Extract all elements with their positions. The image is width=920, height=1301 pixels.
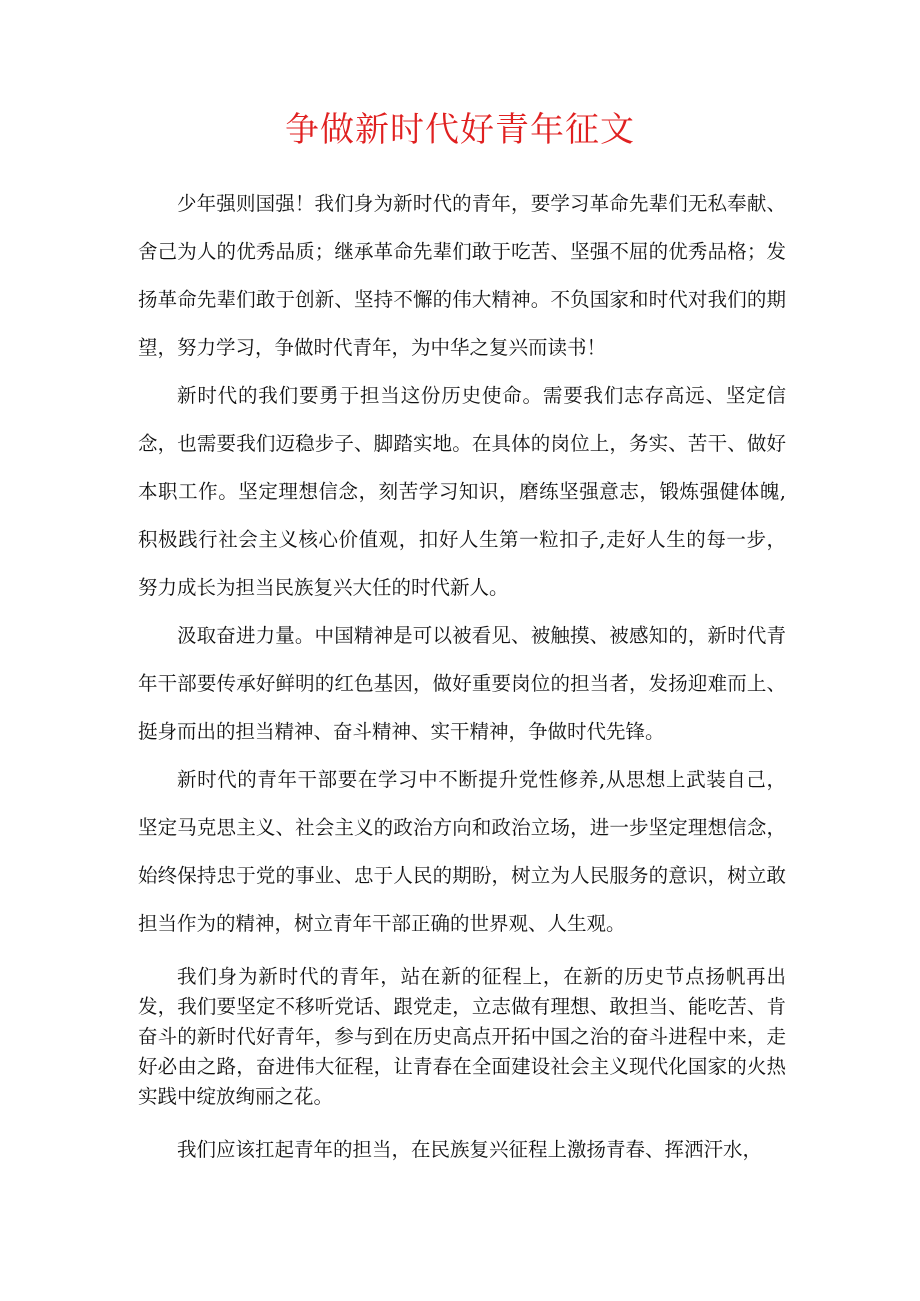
paragraph-1: 少年强则国强！我们身为新时代的青年，要学习革命先辈们无私奉献、舍己为人的优秀品质；继承革命先辈们敢于吃苦、坚强不屈的优秀品格；发扬革命先辈们敢于创新、坚持不懈的伟大精神。不负国家和时代对我们的期望，努力学习，争做时代青年，为中华之复兴而读书！ <box>138 192 786 359</box>
paragraph-6: 我们应该扛起青年的担当，在民族复兴征程上激扬青春、挥洒汗水， <box>177 1138 763 1161</box>
paragraph-2: 新时代的我们要勇于担当这份历史使命。需要我们志存高远、坚定信念，也需要我们迈稳步子、脚踏实地。在具体的岗位上，务实、苦干、做好本职工作。坚定理想信念，刻苦学习知识，磨练坚强意志，锻炼强健体魄,积极践行社会主义核心价值观，扣好人生第一粒扣子,走好人生的每一步，努力成长为担当民族复兴大任的时代新人。 <box>138 384 786 599</box>
paragraph-4: 新时代的青年干部要在学习中不断提升党性修养,从思想上武装自己，坚定马克思主义、社会主义的政治方向和政治立场，进一步坚定理想信念，始终保持忠于党的事业、忠于人民的期盼，树立为人民服务的意识，树立敢担当作为的精神，树立青年干部正确的世界观、人生观。 <box>138 768 786 935</box>
document-title: 争做新时代好青年征文 <box>285 110 635 150</box>
document-body <box>138 180 786 1174</box>
paragraph-5: 我们身为新时代的青年，站在新的征程上，在新的历史节点扬帆再出发，我们要坚定不移听党话、跟党走，立志做有理想、敢担当、能吃苦、肯奋斗的新时代好青年，参与到在历史高点开拓中国之治的奋斗进程中来，走好必由之路，奋进伟大征程，让青春在全面建设社会主义现代化国家的火热实践中绽放绚丽之花。 <box>138 965 786 1108</box>
paragraph-3: 汲取奋进力量。中国精神是可以被看见、被触摸、被感知的，新时代青年干部要传承好鲜明的红色基因，做好重要岗位的担当者，发扬迎难而上、挺身而出的担当精神、奋斗精神、实干精神，争做时代先锋。 <box>138 624 786 743</box>
